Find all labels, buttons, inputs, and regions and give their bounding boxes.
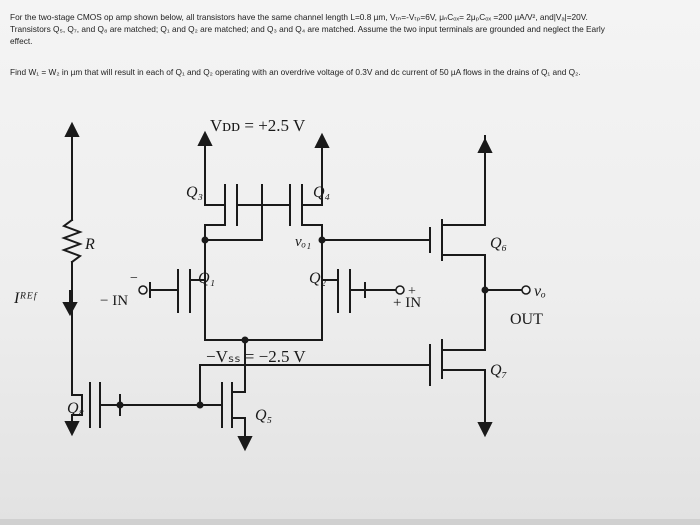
vdd-label: Vᴅᴅ = +2.5 V (210, 116, 306, 135)
vss-label: −Vₛₛ = −2.5 V (206, 347, 306, 366)
out-label: OUT (510, 311, 543, 328)
node-output (482, 287, 489, 294)
q5-label: Q₅ (255, 407, 273, 424)
q2-label: Q₂ (309, 270, 327, 287)
output-terminal (522, 286, 530, 294)
problem-text-line-4: Find W₁ = W₂ in µm that will result in each of Q₁ and Q₂ operating with an overdrive voltage of 0.3V and dc current of 50 µA flows in the drains of Q₁ and Q₂. (10, 67, 581, 77)
minus-in-label: − IN (100, 293, 129, 309)
problem-text-line-1: For the two-stage CMOS op amp shown below, all transistors have the same channel length L=0.8 µm, Vₜₙ=-Vₜₚ=6V, μₙCₒₓ= 2μₚCₒₓ =200 µA/V², and|Vₐ|=20V. (10, 12, 588, 22)
plus-in-label: + IN (393, 295, 422, 311)
page-bottom-edge (0, 519, 700, 525)
vo-label: vₒ (534, 283, 546, 300)
node-bias (197, 402, 204, 409)
vdd-arrow-r (66, 124, 78, 136)
vss-arrow-q7 (479, 423, 491, 435)
iref-label: Iᴿᴱᶠ (14, 290, 36, 307)
node-q8-gate (117, 402, 124, 409)
q4-label: Q₄ (313, 184, 331, 201)
vdd-arrow-q4 (316, 135, 328, 147)
minus-sign-label: − (130, 271, 138, 286)
r-label: R (85, 236, 95, 253)
node-vo1 (319, 237, 326, 244)
problem-text-line-3: effect. (10, 36, 33, 46)
iref-arrow (64, 303, 76, 314)
plus-sign-label: + (408, 284, 416, 299)
vdd-arrow-q6 (479, 140, 491, 152)
q7-label: Q₇ (490, 362, 508, 379)
resistor-r (64, 220, 80, 262)
vo1-label: vₒ₁ (295, 234, 312, 250)
node-tail (242, 337, 249, 344)
problem-text-line-2: Transistors Q₅, Q₇, and Q₈ are matched; Q₁ and Q₂ are matched; and Q₃ and Q₄ are matched. Assume the two input terminals are grounded and neglect the Early (10, 24, 605, 34)
vss-arrow-q8 (66, 422, 78, 434)
vss-arrow-q5 (239, 437, 251, 449)
node-q3-drain (202, 237, 209, 244)
q3-label: Q₃ (186, 184, 204, 201)
q8-label: Q₈ (67, 400, 85, 417)
q1-label: Q₁ (198, 270, 216, 287)
plus-in-terminal (396, 286, 404, 294)
q6-label: Q₆ (490, 235, 508, 252)
minus-in-terminal (139, 286, 147, 294)
